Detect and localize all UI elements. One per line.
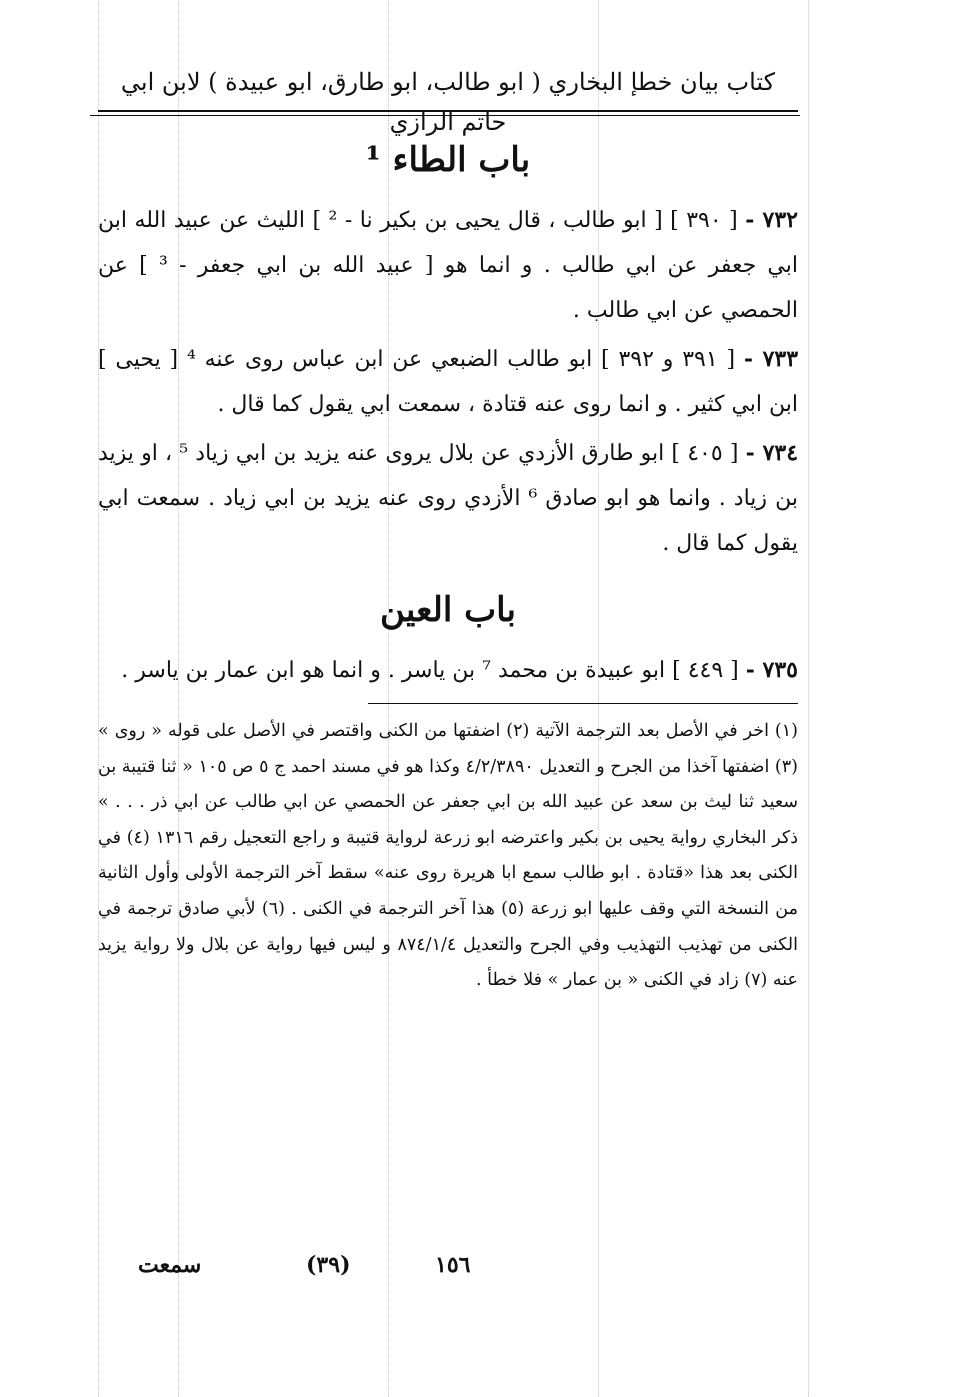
entry-733 [98, 337, 798, 427]
entry-text: [ ٣٩١ و ٣٩٢ ] ابو طالب الضبعي عن ابن عباس روى عنه ⁴ [ يحيى ] ابن ابي كثير . و انما روى عنه قتادة ، سمعت ابي يقول كما قال . [98, 347, 798, 417]
page-footer [98, 1252, 798, 1292]
entry-734 [98, 431, 798, 566]
entry-number: ٧٣٤ - [745, 440, 799, 466]
signature-mark: (٣٩) [306, 1252, 351, 1278]
catchword: سمعت [138, 1252, 202, 1278]
page-number: ١٥٦ [435, 1252, 471, 1278]
footnote-rule [368, 703, 798, 704]
entry-number: ٧٣٢ - [745, 207, 798, 233]
entry-text: [ ٣٩٠ ] [ ابو طالب ، قال يحيى بن بكير نا - ² ] الليث عن عبيد الله ابن ابي جعفر عن ابي طالب . و انما هو [ عبيد الله بن ابي جعفر - ³ ] عن الحمصي عن ابي طالب . [98, 208, 798, 323]
entry-number: ٧٣٥ - [745, 657, 798, 683]
page [98, 62, 798, 999]
entry-text: [ ٤٤٩ ] ابو عبيدة بن محمد ⁷ بن ياسر . و انما هو ابن عمار بن ياسر . [121, 658, 739, 683]
running-header: كتاب بيان خطإ البخاري ( ابو طالب، ابو طارق، ابو عبيدة ) لابن ابي حاتم الرازي [98, 62, 798, 112]
entry-732 [98, 198, 798, 333]
entry-text: [ ٤٠٥ ] ابو طارق الأزدي عن بلال يروى عنه يزيد بن ابي زياد ⁵ ، او يزيد بن زياد . وانما هو ابو صادق ⁶ الأزدي روى عنه يزيد بن ابي زياد . سمعت ابي يقول كما قال . [98, 441, 798, 556]
section-title-ain: باب العين [379, 590, 517, 630]
footnotes: (١) اخر في الأصل بعد الترجمة الآتية (٢) اضفتها من الكنى واقتصر في الأصل على قوله « روى » (٣) اضفتها آخذا من الجرح و التعديل ٤/٢/٣٨٩٠ وكذا هو في مسند احمد ج ٥ ص ١٠٥ « ثنا قتيبة بن سعيد ثنا ليث بن سعد عن عبيد الله بن ابي جعفر عن الحمصي عن ابي طالب عن ابي ذر . . . » ذكر البخاري رواية يحيى بن بكير واعترضه ابو زرعة لرواية قتيبة و راجع التعجيل رقم ١٣١٦ (٤) في الكنى بعد هذا «قتادة . ابو طالب سمع ابا هريرة روى عنه» سقط آخر الترجمة الأولى وأول الثانية من النسخة التي وقف عليها ابو زرعة (٥) هذا آخر الترجمة في الكنى . (٦) لأبي صادق ترجمة في الكنى من تهذيب التهذيب وفي الجرح والتعديل ٨٧٤/١/٤ و ليس فيها رواية عن بلال ولا رواية يزيد عنه (٧) زاد في الكنى « بن عمار » فلا خطأ . [98, 721, 799, 991]
entry-735 [98, 648, 798, 693]
entry-number: ٧٣٣ - [743, 346, 799, 372]
section-title-ta: باب الطاء ¹ [365, 140, 531, 180]
